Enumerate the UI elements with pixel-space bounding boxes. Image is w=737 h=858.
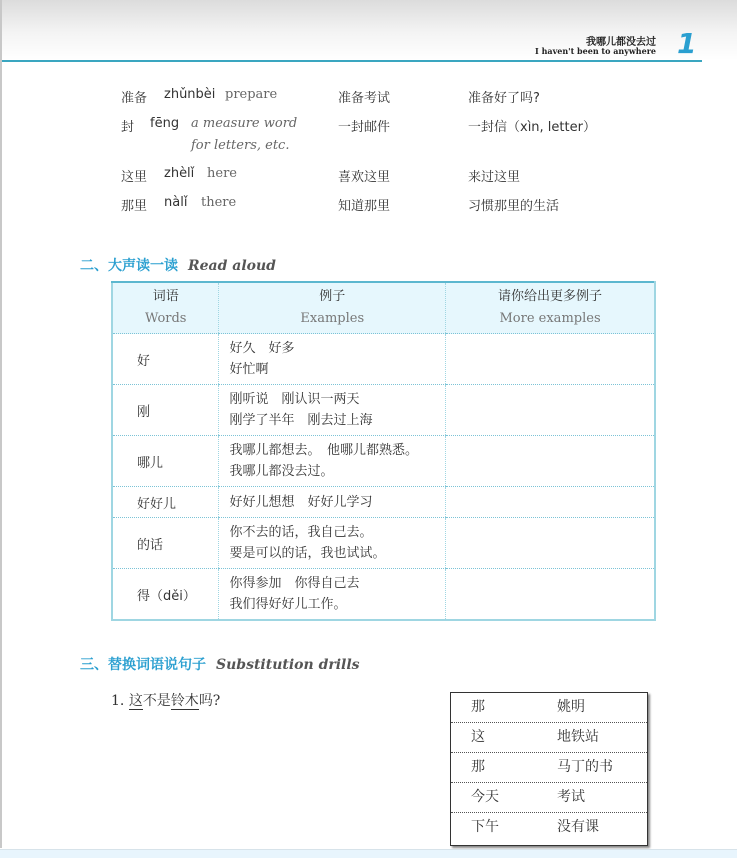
- table-row: [112, 334, 655, 385]
- table-row: [112, 385, 655, 436]
- substitution-row: [451, 693, 647, 723]
- example-line: 要是可以的话，我也试试。: [229, 546, 386, 561]
- substitution-a: 那: [471, 759, 485, 775]
- cell-examples: [219, 334, 446, 385]
- substitution-a: 那: [471, 699, 485, 715]
- section-title-en: Substitution drills: [216, 657, 360, 673]
- substitution-a: 下午: [471, 819, 499, 835]
- section-title-en: Read aloud: [188, 258, 276, 274]
- example-line: 我哪儿都想去。 他哪儿都熟悉。: [229, 443, 418, 458]
- cell-more-examples[interactable]: [446, 436, 655, 487]
- vocab-hanzi: 这里: [121, 170, 148, 185]
- drill-slot-1: 这: [128, 693, 143, 709]
- substitution-row: [451, 813, 647, 842]
- example-line: 好久 好多: [229, 341, 295, 356]
- vocab-row: [121, 87, 540, 106]
- header-divider: [2, 60, 702, 62]
- cell-more-examples[interactable]: [446, 385, 655, 436]
- vocab-example-2: 习惯那里的生活: [468, 199, 560, 214]
- vocab-pinyin: zhǔnbèi: [164, 87, 216, 102]
- vocab-english: a measure word: [191, 116, 298, 131]
- vocab-pinyin: zhèlǐ: [164, 166, 195, 181]
- cell-examples: [219, 487, 446, 518]
- substitution-a: 今天: [471, 789, 499, 805]
- drill-text-end: 吗?: [198, 693, 221, 709]
- vocab-english-2: for letters, etc.: [191, 138, 290, 153]
- vocab-example-1: 一封邮件: [338, 120, 391, 135]
- drill-number: 1.: [111, 693, 125, 709]
- header-words: [112, 282, 219, 334]
- header-zh: 词语: [152, 289, 179, 304]
- example-line: 好好儿想想 好好儿学习: [229, 494, 373, 510]
- cell-more-examples[interactable]: [446, 569, 655, 621]
- vocab-english: there: [201, 195, 237, 210]
- example-line: 刚听说 刚认识一两天: [229, 392, 360, 407]
- read-aloud-table: [111, 281, 656, 621]
- cell-word: 好好儿: [112, 487, 219, 518]
- vocab-pinyin: fēng: [150, 116, 180, 131]
- header-examples: [219, 282, 446, 334]
- vocab-example-1: 准备考试: [338, 91, 391, 106]
- section-substitution-title: [80, 654, 360, 674]
- section-title-zh: 二、大声读一读: [80, 258, 178, 274]
- cell-examples: [219, 385, 446, 436]
- page-left-edge: [0, 0, 2, 848]
- chapter-number: 1: [677, 27, 697, 60]
- cell-word: 好: [112, 334, 219, 385]
- header-zh: 请你给出更多例子: [498, 289, 603, 304]
- table-row: [112, 569, 655, 621]
- substitution-row: [451, 723, 647, 753]
- cell-word: 得（děi）: [137, 588, 196, 604]
- chapter-title: 我哪儿都没去过: [586, 37, 656, 48]
- cell-word: 刚: [112, 385, 219, 436]
- header-zh: 例子: [319, 289, 346, 304]
- vocab-hanzi: 封: [121, 120, 135, 135]
- substitution-b: 没有课: [557, 819, 599, 835]
- vocab-row: [121, 166, 521, 185]
- example-line: 好忙啊: [229, 362, 269, 377]
- table-row: [112, 436, 655, 487]
- cell-more-examples[interactable]: [446, 487, 655, 518]
- substitution-b: 考试: [557, 789, 585, 805]
- vocab-example-2: 来过这里: [468, 170, 521, 185]
- section-read-aloud-title: [80, 255, 276, 275]
- cell-word: 哪儿: [112, 436, 219, 487]
- substitution-row: [451, 783, 647, 813]
- vocab-example-2: 一封信（xìn, letter）: [468, 120, 596, 135]
- header-en: Examples: [300, 311, 365, 326]
- chapter-subtitle: I haven't been to anywhere: [535, 46, 656, 56]
- vocab-row: [121, 195, 560, 214]
- table-row: [112, 487, 655, 518]
- header-en: More examples: [499, 311, 601, 326]
- table-row: [112, 518, 655, 569]
- vocab-hanzi: 那里: [121, 199, 148, 214]
- cell-examples: [219, 436, 446, 487]
- cell-examples: [219, 518, 446, 569]
- drill-text: 不是: [142, 693, 171, 709]
- table-header-row: [112, 282, 655, 334]
- vocab-example-1: 知道那里: [338, 199, 391, 214]
- vocab-pinyin: nàlǐ: [164, 195, 188, 210]
- cell-more-examples[interactable]: [446, 518, 655, 569]
- vocab-example-2: 准备好了吗?: [468, 91, 540, 106]
- example-line: 你得参加 你得自己去: [229, 576, 360, 591]
- substitution-a: 这: [471, 729, 485, 745]
- example-line: 刚学了半年 刚去过上海: [229, 413, 373, 428]
- cell-more-examples[interactable]: [446, 334, 655, 385]
- header-en: Words: [144, 311, 187, 326]
- cell-word: 的话: [112, 518, 219, 569]
- example-line: 你不去的话，我自己去。: [229, 525, 373, 540]
- section-title-zh: 三、替换词语说句子: [80, 657, 206, 673]
- substitution-b: 马丁的书: [557, 759, 613, 775]
- vocab-english: here: [207, 166, 237, 181]
- substitution-b: 地铁站: [557, 729, 599, 745]
- cell-examples: [219, 569, 446, 621]
- example-line: 我哪儿都没去过。: [229, 464, 334, 479]
- example-line: 我们得好好儿工作。: [229, 597, 347, 612]
- substitution-b: 姚明: [557, 699, 585, 715]
- vocab-english: prepare: [225, 87, 278, 102]
- substitution-row: [451, 753, 647, 783]
- drill-slot-2: 铃木: [170, 693, 199, 709]
- substitution-box: [450, 692, 648, 846]
- vocab-row: [121, 116, 596, 153]
- vocab-example-1: 喜欢这里: [338, 170, 391, 185]
- header-more-examples: [446, 282, 655, 334]
- vocab-hanzi: 准备: [121, 91, 148, 106]
- drill-sentence: [111, 690, 220, 710]
